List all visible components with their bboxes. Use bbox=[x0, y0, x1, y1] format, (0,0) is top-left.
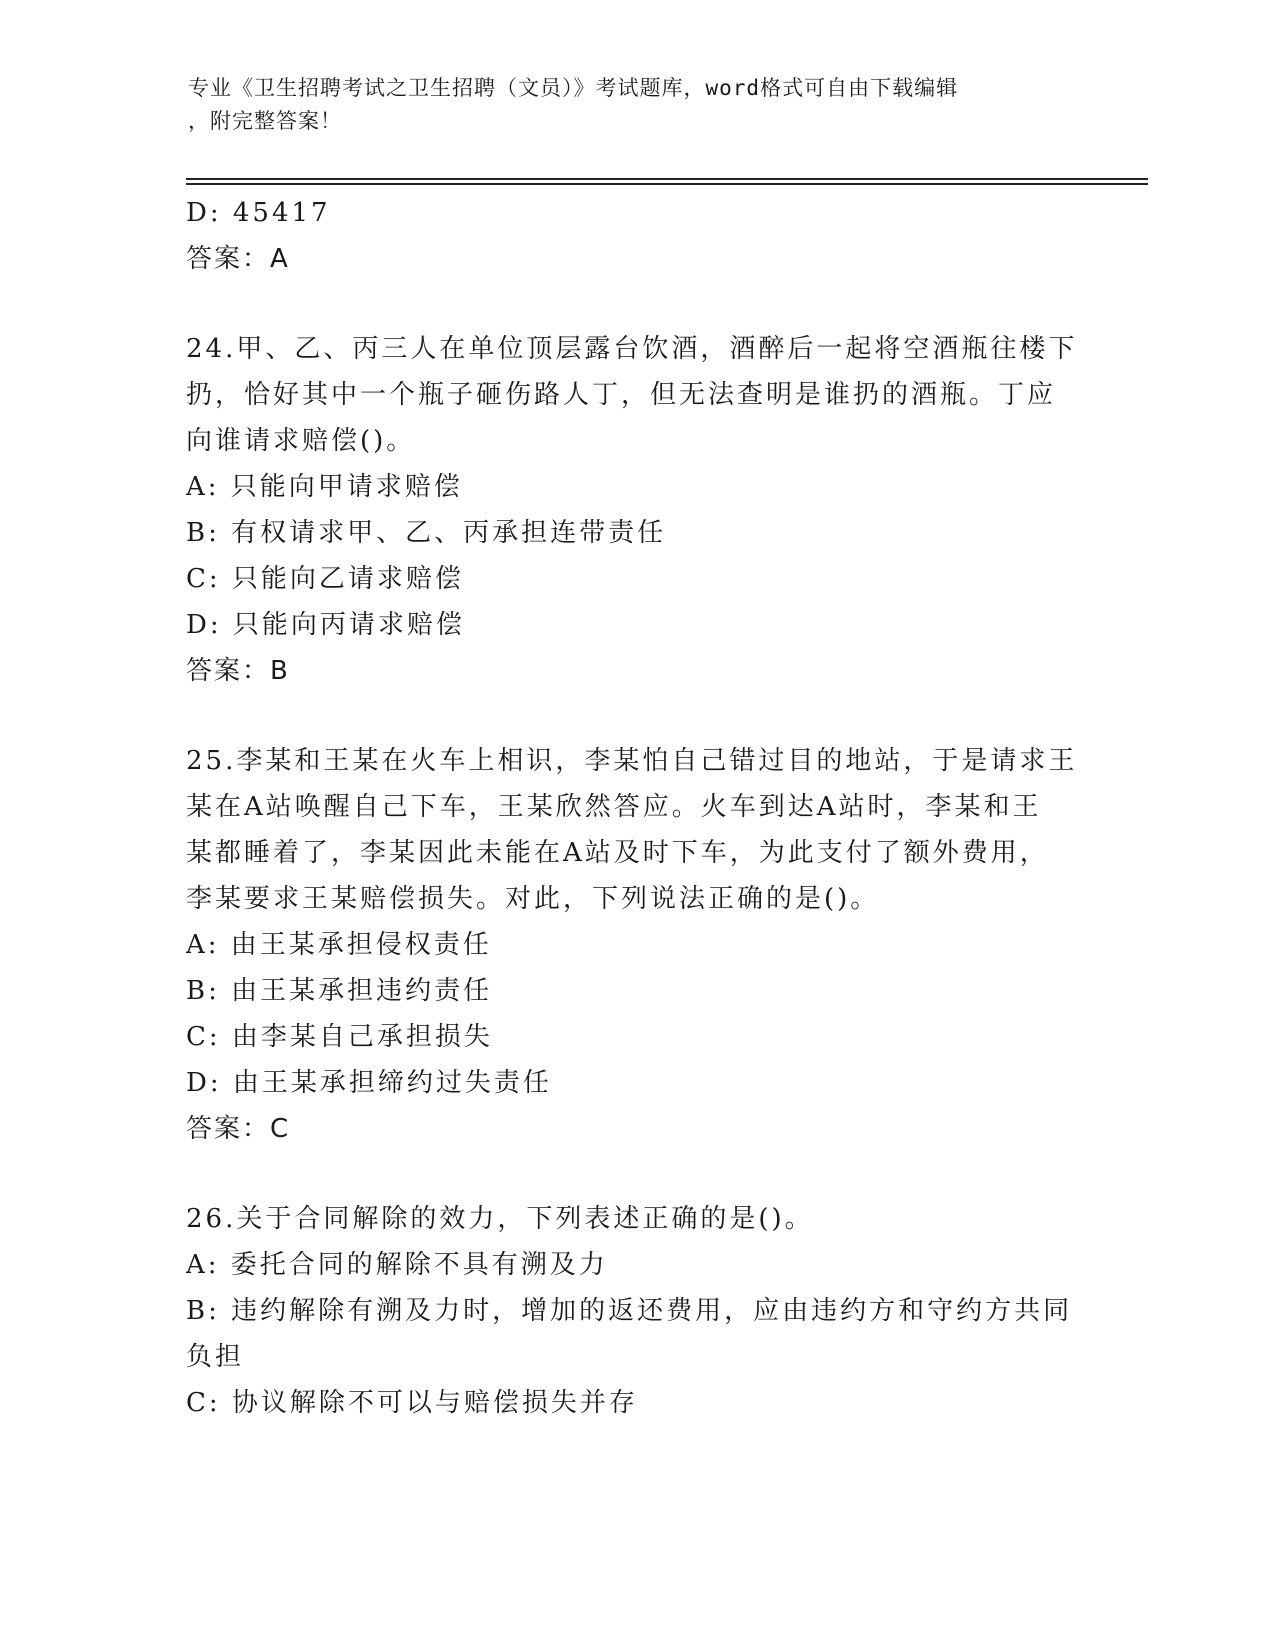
question-24 bbox=[186, 326, 1086, 694]
question-stem-line: 某在A站唤醒自己下车，王某欣然答应。火车到达A站时，李某和王 bbox=[186, 792, 1042, 822]
question-stem-line: 向谁请求赔偿()。 bbox=[186, 426, 416, 456]
option-a: A: 由王某承担侵权责任 bbox=[186, 930, 492, 960]
spacer bbox=[186, 282, 1086, 326]
answer: 答案：C bbox=[186, 1114, 291, 1144]
option-d: D: 由王某承担缔约过失责任 bbox=[186, 1068, 552, 1098]
option-b: B: 由王某承担违约责任 bbox=[186, 976, 493, 1006]
header-divider-top bbox=[186, 178, 1148, 180]
question-stem-line: 扔，恰好其中一个瓶子砸伤路人丁，但无法查明是谁扔的酒瓶。丁应 bbox=[186, 380, 1057, 410]
header-line-2: ，附完整答案！ bbox=[188, 109, 342, 133]
option-b-continued: 负担 bbox=[186, 1342, 245, 1372]
spacer bbox=[186, 694, 1086, 738]
option-d: D: 只能向丙请求赔偿 bbox=[186, 610, 465, 640]
question-26 bbox=[186, 1196, 1086, 1426]
option-b: B: 有权请求甲、乙、丙承担连带责任 bbox=[186, 518, 667, 548]
question-list bbox=[186, 190, 1086, 1426]
question-stem-line: 24.甲、乙、丙三人在单位顶层露台饮酒，酒醉后一起将空酒瓶往楼下 bbox=[186, 334, 1078, 364]
question-stem-line: 某都睡着了，李某因此未能在A站及时下车，为此支付了额外费用， bbox=[186, 838, 1049, 868]
document-header bbox=[188, 72, 1088, 138]
answer: 答案：B bbox=[186, 656, 290, 686]
prev-option-d: D: 45417 bbox=[186, 198, 331, 228]
question-25 bbox=[186, 738, 1086, 1152]
header-line-1: 专业《卫生招聘考试之卫生招聘（文员）》考试题库，word格式可自由下载编辑 bbox=[188, 76, 959, 100]
option-b: B: 违约解除有溯及力时，增加的返还费用，应由违约方和守约方共同 bbox=[186, 1296, 1073, 1326]
question-stem-line: 李某要求王某赔偿损失。对此，下列说法正确的是()。 bbox=[186, 884, 880, 914]
option-c: C: 只能向乙请求赔偿 bbox=[186, 564, 464, 594]
prev-answer: 答案：A bbox=[186, 244, 290, 274]
option-c: C: 由李某自己承担损失 bbox=[186, 1022, 493, 1052]
question-stem-line: 25.李某和王某在火车上相识，李某怕自己错过目的地站，于是请求王 bbox=[186, 746, 1078, 776]
option-c: C: 协议解除不可以与赔偿损失并存 bbox=[186, 1388, 638, 1418]
option-a: A: 只能向甲请求赔偿 bbox=[186, 472, 463, 502]
header-divider-bottom bbox=[186, 183, 1148, 185]
option-a: A: 委托合同的解除不具有溯及力 bbox=[186, 1250, 608, 1280]
spacer bbox=[186, 1152, 1086, 1196]
question-stem-line: 26.关于合同解除的效力，下列表述正确的是()。 bbox=[186, 1204, 814, 1234]
